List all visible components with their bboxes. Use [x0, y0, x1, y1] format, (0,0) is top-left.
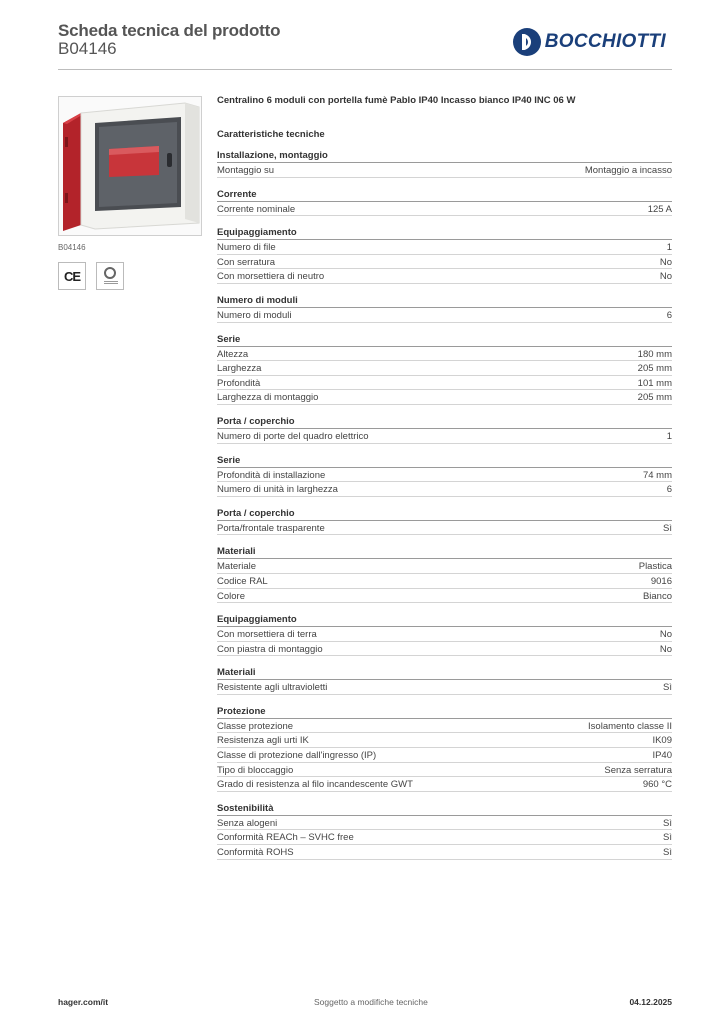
spec-value: No [659, 643, 672, 655]
document-title: Scheda tecnica del prodotto [58, 21, 281, 40]
technical-content [217, 95, 672, 871]
spec-label: Porta/frontale trasparente [217, 522, 325, 534]
spec-value: 101 mm [637, 377, 672, 389]
product-name: Centralino 6 moduli con portella fumè Pablo IP40 Incasso bianco IP40 INC 06 W [217, 95, 576, 106]
spec-label: Numero di unità in larghezza [217, 484, 338, 496]
spec-section [217, 803, 672, 860]
spec-value: Senza serratura [604, 764, 672, 776]
spec-value: Isolamento classe II [588, 720, 672, 732]
spec-row [217, 255, 672, 270]
spec-label: Con morsettiera di neutro [217, 271, 325, 283]
spec-row [217, 390, 672, 405]
spec-label: Resistente agli ultravioletti [217, 682, 328, 694]
spec-label: Numero di file [217, 242, 276, 254]
spec-section-title: Sostenibilità [217, 803, 672, 816]
spec-row [217, 269, 672, 284]
spec-label: Conformità ROHS [217, 847, 294, 859]
spec-section [217, 416, 672, 444]
spec-row [217, 163, 672, 178]
spec-section [217, 295, 672, 323]
spec-value: 1 [666, 242, 672, 254]
spec-value: Sì [663, 522, 672, 534]
spec-label: Numero di porte del quadro elettrico [217, 430, 369, 442]
spec-row [217, 777, 672, 792]
spec-row [217, 429, 672, 444]
spec-row [217, 589, 672, 604]
footer-date: 04.12.2025 [629, 997, 672, 1007]
footer-disclaimer: Soggetto a modifiche tecniche [314, 997, 428, 1007]
spec-label: Profondità di installazione [217, 469, 326, 481]
spec-value: 205 mm [637, 392, 672, 404]
spec-value: 960 °C [642, 779, 672, 791]
spec-value: Sì [663, 832, 672, 844]
logo-mark-icon [513, 28, 541, 56]
spec-label: Tipo di bloccaggio [217, 764, 294, 776]
spec-section-title: Materiali [217, 667, 672, 680]
spec-section-title: Serie [217, 334, 672, 347]
spec-label: Numero di moduli [217, 309, 292, 321]
spec-label: Classe protezione [217, 720, 294, 732]
spec-row [217, 830, 672, 845]
spec-value: IP40 [652, 750, 672, 762]
spec-section-title: Installazione, montaggio [217, 150, 672, 163]
enclosure-illustration [59, 97, 202, 236]
spec-value: Sì [663, 847, 672, 859]
spec-section-title: Corrente [217, 189, 672, 202]
spec-label: Montaggio su [217, 165, 275, 176]
product-image [58, 96, 202, 236]
spec-label: Larghezza di montaggio [217, 392, 319, 404]
spec-section-title: Serie [217, 455, 672, 468]
spec-value: IK09 [652, 735, 672, 747]
product-code: B04146 [58, 39, 117, 58]
spec-section-title: Numero di moduli [217, 295, 672, 308]
spec-row [217, 202, 672, 217]
spec-section [217, 227, 672, 284]
spec-row [217, 521, 672, 536]
spec-label: Con serratura [217, 256, 276, 268]
spec-section [217, 150, 672, 178]
spec-label: Classe di protezione dall'ingresso (IP) [217, 750, 377, 762]
footer-website: hager.com/it [58, 997, 109, 1007]
spec-label: Profondità [217, 377, 261, 389]
spec-section-title: Equipaggiamento [217, 614, 672, 627]
spec-section [217, 667, 672, 695]
spec-value: 74 mm [642, 469, 672, 481]
ce-mark-icon: CE [58, 262, 86, 290]
spec-section-title: Equipaggiamento [217, 227, 672, 240]
spec-row [217, 574, 672, 589]
spec-value: 6 [666, 484, 672, 496]
spec-label: Con morsettiera di terra [217, 629, 317, 641]
spec-row [217, 482, 672, 497]
spec-row [217, 680, 672, 695]
spec-label: Resistenza agli urti IK [217, 735, 309, 747]
spec-row [217, 361, 672, 376]
spec-value: 9016 [650, 575, 672, 587]
spec-value: Montaggio a incasso [584, 165, 672, 176]
spec-section [217, 455, 672, 497]
spec-section [217, 508, 672, 536]
spec-row [217, 845, 672, 860]
spec-row [217, 763, 672, 778]
spec-label: Codice RAL [217, 575, 268, 587]
spec-section [217, 706, 672, 792]
spec-value: 1 [666, 430, 672, 442]
spec-section [217, 334, 672, 405]
spec-label: Materiale [217, 561, 257, 573]
spec-value: No [659, 256, 672, 268]
spec-row [217, 347, 672, 362]
spec-row [217, 748, 672, 763]
spec-section-title: Protezione [217, 706, 672, 719]
spec-row [217, 559, 672, 574]
spec-value: 6 [666, 309, 672, 321]
logo-text: BOCCHIOTTI [544, 31, 666, 52]
spec-section [217, 614, 672, 656]
spec-row [217, 376, 672, 391]
spec-row [217, 733, 672, 748]
imq-mark-icon [96, 262, 124, 290]
spec-row [217, 642, 672, 657]
spec-value: Bianco [642, 590, 672, 602]
spec-section-title: Porta / coperchio [217, 416, 672, 429]
spec-row [217, 240, 672, 255]
spec-value: Sì [663, 682, 672, 694]
spec-label: Con piastra di montaggio [217, 643, 323, 655]
spec-row [217, 308, 672, 323]
spec-label: Grado di resistenza al filo incandescente GWT [217, 779, 413, 791]
spec-value: Sì [663, 817, 672, 829]
spec-row [217, 468, 672, 483]
page-footer [58, 997, 672, 1011]
bocchiotti-logo [513, 27, 666, 57]
spec-section [217, 546, 672, 603]
spec-row [217, 627, 672, 642]
technical-heading: Caratteristiche tecniche [217, 129, 325, 140]
spec-label: Conformità REACh – SVHC free [217, 832, 354, 844]
spec-label: Colore [217, 590, 245, 602]
spec-value: No [659, 629, 672, 641]
spec-label: Senza alogeni [217, 817, 278, 829]
spec-section [217, 189, 672, 217]
spec-value: No [659, 271, 672, 283]
spec-sections [217, 150, 672, 860]
spec-label: Altezza [217, 348, 249, 360]
spec-value: 180 mm [637, 348, 672, 360]
spec-label: Corrente nominale [217, 203, 296, 215]
spec-section-title: Materiali [217, 546, 672, 559]
spec-value: 205 mm [637, 363, 672, 375]
spec-section-title: Porta / coperchio [217, 508, 672, 521]
page-header [58, 20, 672, 70]
spec-row [217, 816, 672, 831]
spec-row [217, 719, 672, 734]
spec-label: Larghezza [217, 363, 262, 375]
spec-value: Plastica [638, 561, 672, 573]
spec-value: 125 A [647, 203, 672, 215]
image-code-label: B04146 [58, 243, 86, 252]
